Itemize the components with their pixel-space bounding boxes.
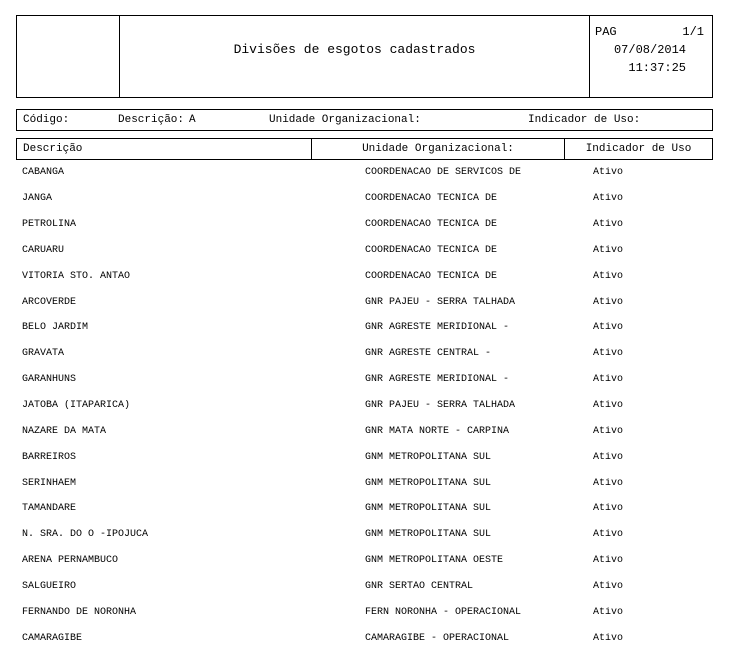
column-header-descricao: Descrição xyxy=(17,139,312,159)
row-indicador: Ativo xyxy=(593,322,624,334)
row-unidade: GNR AGRESTE CENTRAL - xyxy=(365,348,492,360)
table-body xyxy=(16,160,713,651)
row-indicador: Ativo xyxy=(593,219,624,231)
row-descricao: SALGUEIRO xyxy=(22,580,77,592)
filter-bar xyxy=(16,109,713,131)
table-row xyxy=(16,393,713,419)
row-indicador: Ativo xyxy=(593,529,624,541)
row-unidade: COORDENACAO TECNICA DE xyxy=(365,219,498,231)
table-row xyxy=(16,238,713,264)
row-indicador: Ativo xyxy=(593,606,624,618)
row-indicador: Ativo xyxy=(593,374,624,386)
page-info xyxy=(590,16,712,97)
row-descricao: PETROLINA xyxy=(22,219,77,231)
logo-cell xyxy=(17,16,120,97)
row-descricao: JANGA xyxy=(22,193,53,205)
table-row xyxy=(16,599,713,625)
row-unidade: GNR PAJEU - SERRA TALHADA xyxy=(365,296,516,308)
row-unidade: GNR AGRESTE MERIDIONAL - xyxy=(365,374,510,386)
page-value: 1/1 xyxy=(682,25,704,39)
row-descricao: BELO JARDIM xyxy=(22,322,89,334)
row-indicador: Ativo xyxy=(593,296,624,308)
row-indicador: Ativo xyxy=(593,580,624,592)
table-row xyxy=(16,367,713,393)
table-row xyxy=(16,186,713,212)
row-indicador: Ativo xyxy=(593,503,624,515)
row-unidade: COORDENACAO DE SERVICOS DE xyxy=(365,167,522,179)
row-descricao: SERINHAEM xyxy=(22,477,77,489)
row-unidade: COORDENACAO TECNICA DE xyxy=(365,244,498,256)
table-row xyxy=(16,289,713,315)
table-row xyxy=(16,418,713,444)
filter-descricao-label: Descrição: xyxy=(118,114,185,126)
table-row xyxy=(16,315,713,341)
table-row xyxy=(16,444,713,470)
row-descricao: N. SRA. DO O -IPOJUCA xyxy=(22,529,149,541)
filter-codigo-label: Código: xyxy=(23,114,70,126)
filter-descricao-value: A xyxy=(189,114,196,126)
report-date: 07/08/2014 xyxy=(613,43,686,57)
row-descricao: ARCOVERDE xyxy=(22,296,77,308)
row-descricao: CARUARU xyxy=(22,244,65,256)
filter-unidade-label: Unidade Organizacional: xyxy=(269,114,421,126)
row-unidade: CAMARAGIBE - OPERACIONAL xyxy=(365,632,510,644)
row-unidade: GNM METROPOLITANA SUL xyxy=(365,503,492,515)
row-indicador: Ativo xyxy=(593,270,624,282)
row-indicador: Ativo xyxy=(593,632,624,644)
table-row xyxy=(16,212,713,238)
row-unidade: GNM METROPOLITANA SUL xyxy=(365,529,492,541)
row-unidade: GNM METROPOLITANA SUL xyxy=(365,451,492,463)
row-indicador: Ativo xyxy=(593,477,624,489)
table-header xyxy=(16,138,713,160)
row-descricao: CABANGA xyxy=(22,167,65,179)
table-row xyxy=(16,160,713,186)
row-descricao: GRAVATA xyxy=(22,348,65,360)
table-row xyxy=(16,522,713,548)
row-indicador: Ativo xyxy=(593,451,624,463)
table-row xyxy=(16,496,713,522)
table-row xyxy=(16,263,713,289)
row-descricao: JATOBA (ITAPARICA) xyxy=(22,400,131,412)
report-title: Divisões de esgotos cadastrados xyxy=(120,16,590,97)
report-header xyxy=(16,15,713,98)
row-indicador: Ativo xyxy=(593,555,624,567)
row-descricao: TAMANDARE xyxy=(22,503,77,515)
row-unidade: COORDENACAO TECNICA DE xyxy=(365,193,498,205)
page-label: PAG xyxy=(595,25,617,39)
row-indicador: Ativo xyxy=(593,348,624,360)
row-unidade: COORDENACAO TECNICA DE xyxy=(365,270,498,282)
row-unidade: GNR AGRESTE MERIDIONAL - xyxy=(365,322,510,334)
row-unidade: FERN NORONHA - OPERACIONAL xyxy=(365,606,522,618)
row-indicador: Ativo xyxy=(593,425,624,437)
table-row xyxy=(16,341,713,367)
row-descricao: ARENA PERNAMBUCO xyxy=(22,555,119,567)
table-row xyxy=(16,470,713,496)
row-unidade: GNR MATA NORTE - CARPINA xyxy=(365,425,510,437)
row-unidade: GNM METROPOLITANA OESTE xyxy=(365,555,504,567)
table-row xyxy=(16,574,713,600)
column-header-unidade: Unidade Organizacional: xyxy=(312,139,565,159)
table-row xyxy=(16,548,713,574)
row-unidade: GNM METROPOLITANA SUL xyxy=(365,477,492,489)
row-descricao: NAZARE DA MATA xyxy=(22,425,107,437)
row-unidade: GNR PAJEU - SERRA TALHADA xyxy=(365,400,516,412)
report-time: 11:37:25 xyxy=(628,61,686,75)
filter-indicador-label: Indicador de Uso: xyxy=(528,114,641,126)
row-descricao: BARREIROS xyxy=(22,451,77,463)
row-indicador: Ativo xyxy=(593,167,624,179)
row-descricao: GARANHUNS xyxy=(22,374,77,386)
row-descricao: FERNANDO DE NORONHA xyxy=(22,606,137,618)
row-indicador: Ativo xyxy=(593,193,624,205)
row-indicador: Ativo xyxy=(593,400,624,412)
row-indicador: Ativo xyxy=(593,244,624,256)
row-descricao: VITORIA STO. ANTAO xyxy=(22,270,131,282)
column-header-indicador: Indicador de Uso xyxy=(585,143,692,155)
page-number-line xyxy=(590,25,712,39)
table-row xyxy=(16,625,713,651)
row-descricao: CAMARAGIBE xyxy=(22,632,83,644)
row-unidade: GNR SERTAO CENTRAL xyxy=(365,580,474,592)
